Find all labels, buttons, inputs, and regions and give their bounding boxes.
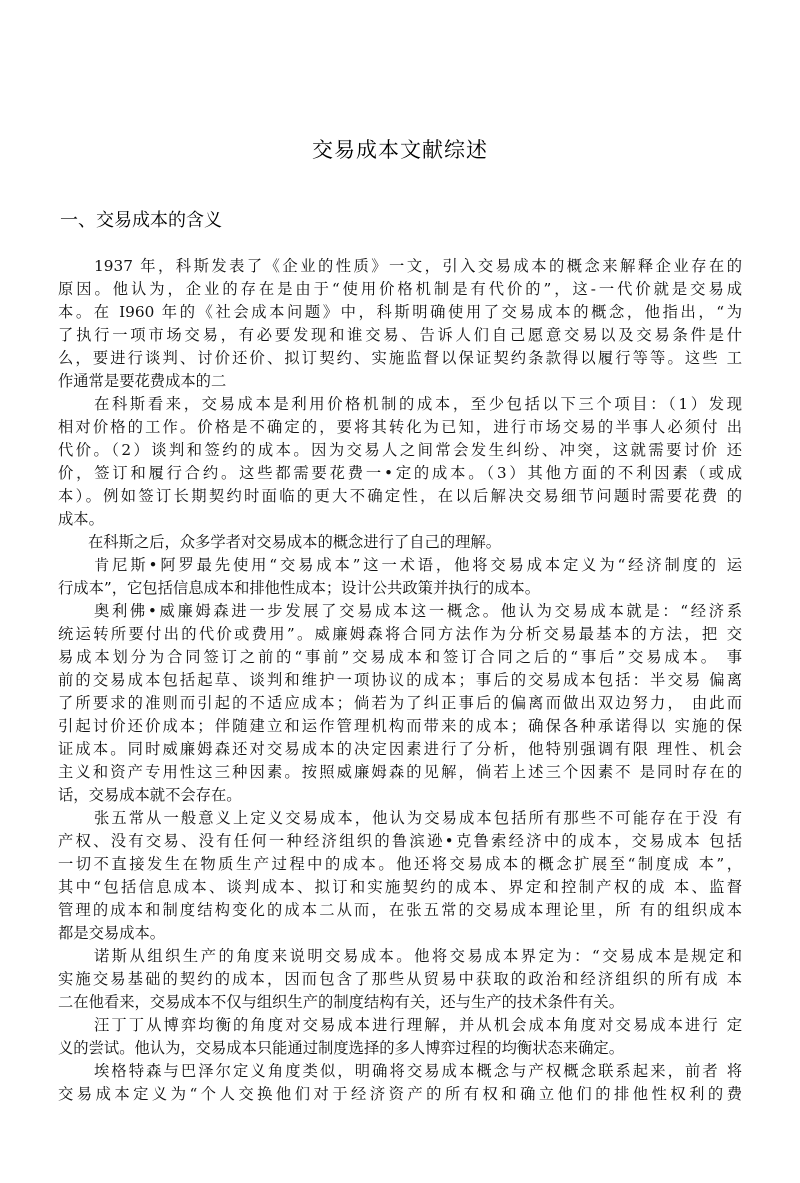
text-line: 易成本划分为合同签订之前的“事前”交易成本和签订合同之后的“事后”交易成本。 事 <box>58 648 742 666</box>
text-line: 张五常从一般意义上定义交易成本，他认为交易成本包括所有那些不可能存在于没 有 <box>94 809 742 827</box>
text-line: 么，要进行谈判、讨价还价、拟订契约、实施监督以保证契约条款得以履行等等。这些 工 <box>58 349 742 367</box>
text-line: 代价。（2）谈判和签约的成本。因为交易人之间常会发生纠纷、冲突，这就需要讨价 还 <box>58 441 742 459</box>
text-line: 统运转所要付出的代价或费用”。威廉姆森将合同方法作为分析交易最基本的方法，把 交 <box>58 625 742 643</box>
text-line: 行成本”，它包括信息成本和排他性成本；设计公共政策并执行的成本。 <box>58 579 541 597</box>
text-line: 引起讨价还价成本；伴随建立和运作管理机构而带来的成本；确保各种承诺得以 实施的保 <box>58 717 742 735</box>
text-line: 埃格特森与巴泽尔定义角度类似，明确将交易成本概念与产权概念联系起来，前者 将 <box>94 1062 742 1080</box>
body-text <box>58 255 742 1106</box>
text-line: 肯尼斯•阿罗最先使用“交易成本”这一术语，他将交易成本定义为“经济制度的 运 <box>94 556 742 574</box>
text-line: 本）。例如签订长期契约时面临的更大不确定性，在以后解决交易细节问题时需要花费 的 <box>58 487 742 505</box>
text-line: 本。在 I960 年的《社会成本问题》中，科斯明确使用了交易成本的概念，他指出，“为 <box>58 303 742 321</box>
text-line: 主义和资产专用性这三种因素。按照威廉姆森的见解，倘若上述三个因素不 是同时存在的 <box>58 763 742 781</box>
text-line: 话，交易成本就不会存在。 <box>58 786 242 804</box>
text-line: 前的交易成本包括起草、谈判和维护一项协议的成本；事后的交易成本包括：半交易 偏离 <box>58 671 742 689</box>
text-line: 二在他看来，交易成本不仅与组织生产的制度结构有关，还与生产的技术条件有关。 <box>58 993 624 1011</box>
text-line: 都是交易成本。 <box>58 924 166 942</box>
text-line: 实施交易基础的契约的成本，因而包含了那些从贸易中获取的政治和经济组织的所有成 本 <box>58 970 742 988</box>
text-line: 在科斯之后，众多学者对交易成本的概念进行了自己的理解。 <box>88 533 502 551</box>
text-line: 原因。他认为，企业的存在是由于“使用价格机制是有代价的”，这-一代价就是交易成 <box>58 280 742 298</box>
text-line: 相对价格的工作。价格是不确定的，要将其转化为已知，进行市场交易的半事人必须付 出 <box>58 418 742 436</box>
text-line: 在科斯看来，交易成本是利用价格机制的成本，至少包括以下三个项目：（1）发现 <box>94 395 742 413</box>
text-line: 义的尝试。他认为，交易成本只能通过制度选择的多人博弈过程的均衡状态来确定。 <box>58 1039 624 1057</box>
text-line: 汪丁丁从博弈均衡的角度对交易成本进行理解，并从机会成本角度对交易成本进行 定 <box>94 1016 742 1034</box>
text-line: 作通常是要花费成本的二 <box>58 372 227 390</box>
text-line: 一切不直接发生在物质生产过程中的成本。他还将交易成本的概念扩展至“制度成 本”， <box>58 855 742 873</box>
text-line: 管理的成本和制度结构变化的成本二从而，在张五常的交易成本理论里，所 有的组织成本 <box>58 901 742 919</box>
text-line: 1937 年，科斯发表了《企业的性质》一文，引入交易成本的概念来解释企业存在的 <box>94 257 742 275</box>
text-line: 证成本。同时威廉姆森还对交易成本的决定因素进行了分析，他特别强调有限 理性、机会 <box>58 740 742 758</box>
text-line: 了所要求的准则而引起的不适应成本；倘若为了纠正事后的偏离而做出双边努力， 由此而 <box>58 694 742 712</box>
text-line: 交易成本定义为“个人交换他们对于经济资产的所有权和确立他们的排他性权利的费 <box>58 1085 742 1103</box>
section-heading: 一、交易成本的含义 <box>60 210 222 231</box>
text-line: 产权、没有交易、没有任何一种经济组织的鲁滨逊•克鲁索经济中的成本，交易成本 包括 <box>58 832 742 850</box>
text-line: 价，签订和履行合约。这些都需要花费一•定的成本。（3）其他方面的不利因素（或成 <box>58 464 742 482</box>
text-line: 成本。 <box>58 510 104 528</box>
document-title: 交易成本文献综述 <box>312 138 488 162</box>
text-line: 奥利佛•威廉姆森进一步发展了交易成本这一概念。他认为交易成本就是：“经济系 <box>94 602 742 620</box>
text-line: 诺斯从组织生产的角度来说明交易成本。他将交易成本界定为：“交易成本是规定和 <box>94 947 742 965</box>
text-line: 其中“包括信息成本、谈判成本、拟订和实施契约的成本、界定和控制产权的成 本、监督 <box>58 878 742 896</box>
text-line: 了执行一项市场交易，有必要发现和谁交易、告诉人们自己愿意交易以及交易条件是什 <box>58 326 742 344</box>
